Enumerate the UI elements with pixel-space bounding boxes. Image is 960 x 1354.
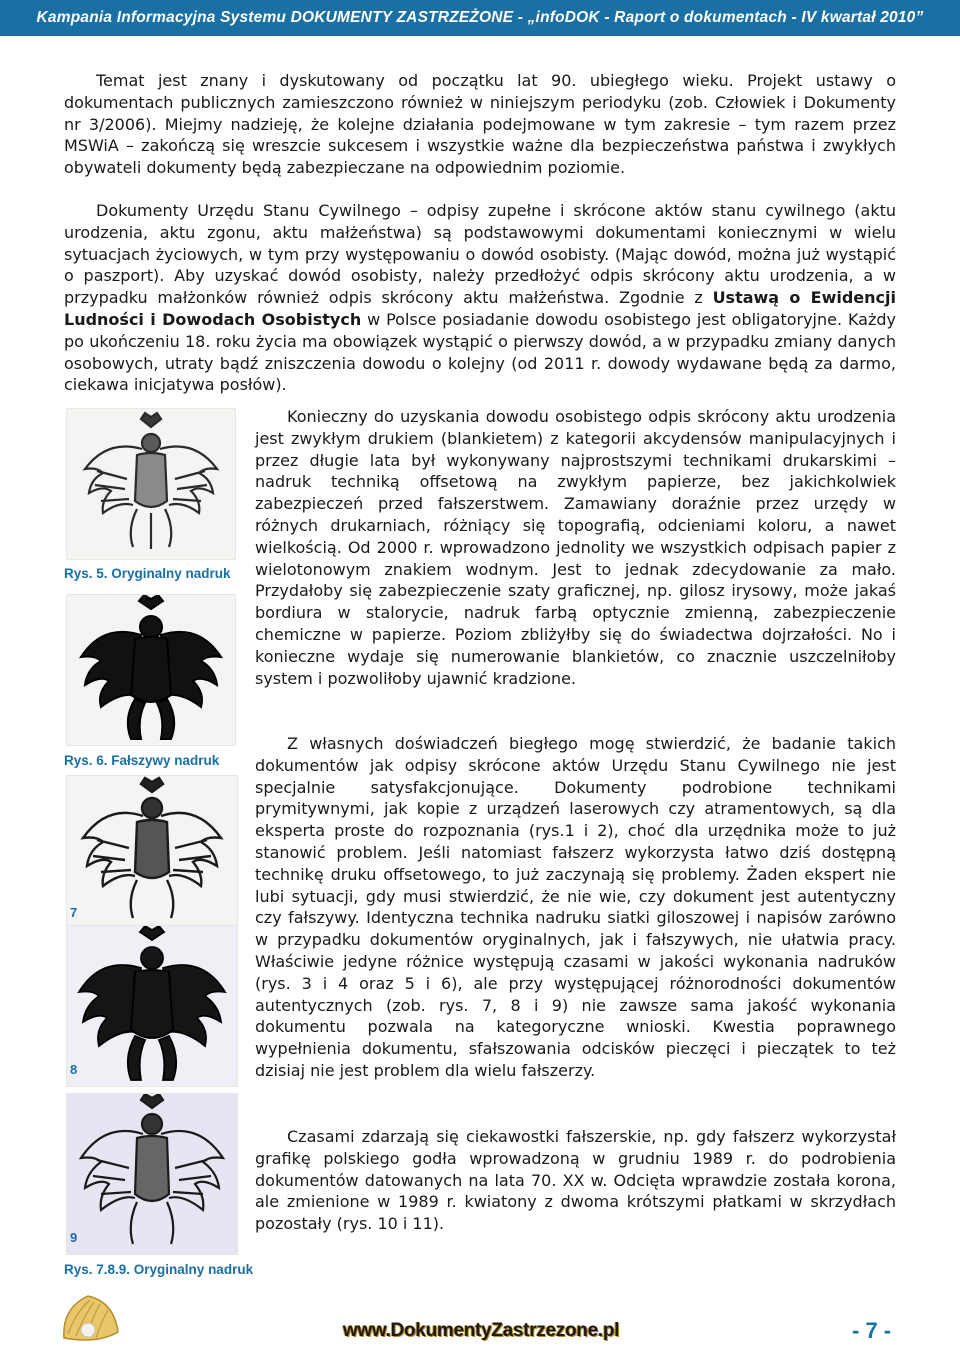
figure-label-7: 7 [70,905,78,920]
eagle-figure-original-9 [66,1093,238,1255]
caption-figures-7-8-9: Rys. 7.8.9. Oryginalny nadruk [64,1262,254,1277]
eagle-figure-forged-6 [66,594,236,746]
pearl-shell-logo [58,1288,124,1346]
paragraph-usc-text-b: w Polsce posiadanie dowodu osobistego jest obligatoryjne. Każdy po ukończeniu 18. roku życia ma obowiązek wystąpić o pierwszy dowód, a w przypadku zmiany danych osobowych, utraty bądź zniszczenia dowodu o kolejny (od 2011 r. dowody wydawane będą za darmo, ciekawa inicjatywa posłów). [64,309,897,395]
eagle-figure-original-8 [66,925,238,1087]
page-number: - 7 - [852,1318,892,1343]
paragraph-forgery-curiosities: Czasami zdarzają się ciekawostki fałszerskie, np. gdy fałszerz wykorzystał grafikę polskiego godła wprowadzoną w grudniu 1989 r. do podrobienia dokumentów datowanych na lata 70. XX w. Odcięta wprawdzie została korona, ale zmienione w 1989 r. kwiatony z dwoma krótszymi płatkami w skrzydłach pozostały (rys. 10 i 11). [255,1127,896,1234]
footer-website-link[interactable]: www.DokumentyZastrzezone.pl [342,1320,620,1341]
paragraph-usc-text-a: Dokumenty Urzędu Stanu Cywilnego – odpisy zupełne i skrócone aktów stanu cywilnego (aktu urodzenia, aktu zgonu, aktu małżeństwa) są podstawowymi dokumentami koniecznymi w wielu sytuacjach życiowych, w tym przy występowaniu o dowód osobisty. (Mając dowód, można już wystąpić o paszport). Aby uzyskać dowód osobisty, należy przedłożyć odpis skrócony aktu urodzenia, a w przypadku małżonków również odpis skrócony aktu małżeństwa. Zgodnie z [64,201,896,308]
paragraph-usc-documents [64,200,896,396]
figure-label-8: 8 [70,1062,78,1077]
figure-label-9: 9 [70,1230,78,1245]
eagle-figure-original-7 [66,775,238,927]
caption-figure-5: Rys. 5. Oryginalny nadruk [64,566,231,581]
paragraph-expert-experience: Z własnych doświadczeń biegłego mogę stwierdzić, że badanie takich dokumentów jak odpisy skrócone aktów Urzędu Stanu Cywilnego nie jest specjalnie satysfakcjonujące. Dokumenty podrobione technikami prymitywnymi, jak kopie z urządzeń laserowych czy atramentowych, są dla eksperta proste do rozpoznania (rys.1 i 2), choć dla urzędnika może to już stanowić problem. Jeśli natomiast fałszerz wykorzysta łatwo dziś dostępną technikę druku offsetowego, to już zaczynają się problemy. Żaden ekspert nie lubi sytuacji, gdy musi stwierdzić, że nie wie, czy dokument jest autentyczny czy fałszywy. Identyczna technika nadruku siatki giloszowej i napisów zarówno w przypadku dokumentów oryginalnych, jak i fałszywych, nie ułatwia pracy. Właściwie jedyne różnice występują czasami w jakości wykonania nadruków (rys. 3 i 4 oraz 5 i 6), ale przy występującej różnorodności dokumentów autentycznych (zob. rys. 7, 8 i 9) nie zawsze sama jakość wykonania dokumentu pozwala na kategoryczne wnioski. Kwestia poprawnego wypełnienia dokumentu, sfałszowania odcisków pieczęci i pieczątek to też dzisiaj nie jest problem dla wielu fałszerzy. [255,734,896,1080]
paragraph-intro: Temat jest znany i dyskutowany od początku lat 90. ubiegłego wieku. Projekt ustawy o dokumentach publicznych zamieszczono również w niniejszym periodyku (zob. Człowiek i Dokumenty nr 3/2006). Miejmy nadzieję, że kolejne działania podejmowane w tym zakresie – tym razem przez MSWiA – zakończą się wreszcie sukcesem i wszystkie ważne dla bezpieczeństwa państwa i zwykłych obywateli dokumenty będą zabezpieczane na odpowiednim poziomie. [64,71,896,178]
eagle-figure-original-5 [66,408,236,560]
page-header: Kampania Informacyjna Systemu DOKUMENTY ZASTRZEŻONE - „infoDOK - Raport o dokumentach - IV kwartał 2010” [0,0,960,36]
caption-figure-6: Rys. 6. Fałszywy nadruk [64,753,220,768]
paragraph-birth-certificate: Konieczny do uzyskania dowodu osobistego odpis skrócony aktu urodzenia jest zwykłym drukiem (blankietem) z kategorii akcydensów manipulacyjnych i przez długie lata był wykonywany najprostszymi technikami drukarskimi – nadruk techniką offsetową na zwykłym papierze, bez jakichkolwiek zabezpieczeń przed fałszerstwem. Zamawiany doraźnie przez urzędy w różnych drukarniach, różniący się topografią, odcieniami koloru, a nawet wielkością. Od 2000 r. wprowadzono jednolity we wszystkich odpisach papier z wielotonowym znakiem wodnym. Jest to jednak zdecydowanie za mało. Przydałoby się zabezpieczenie szaty graficznej, np. gilosz irysowy, może jakaś bordiura w stalorycie, nadruk farbą optycznie zmienną, zabezpieczenie chemiczne w papierze. Poziom zbliżyłby się do świadectwa dojrzałości. No i konieczne wydaje się numerowanie blankietów, co znacznie uszczelniłoby system i pozwoliłoby ujawnić kradzione. [255,407,896,688]
law-name: Ustawą o Ewidencji Ludności i Dowodach Osobistych [64,288,897,329]
